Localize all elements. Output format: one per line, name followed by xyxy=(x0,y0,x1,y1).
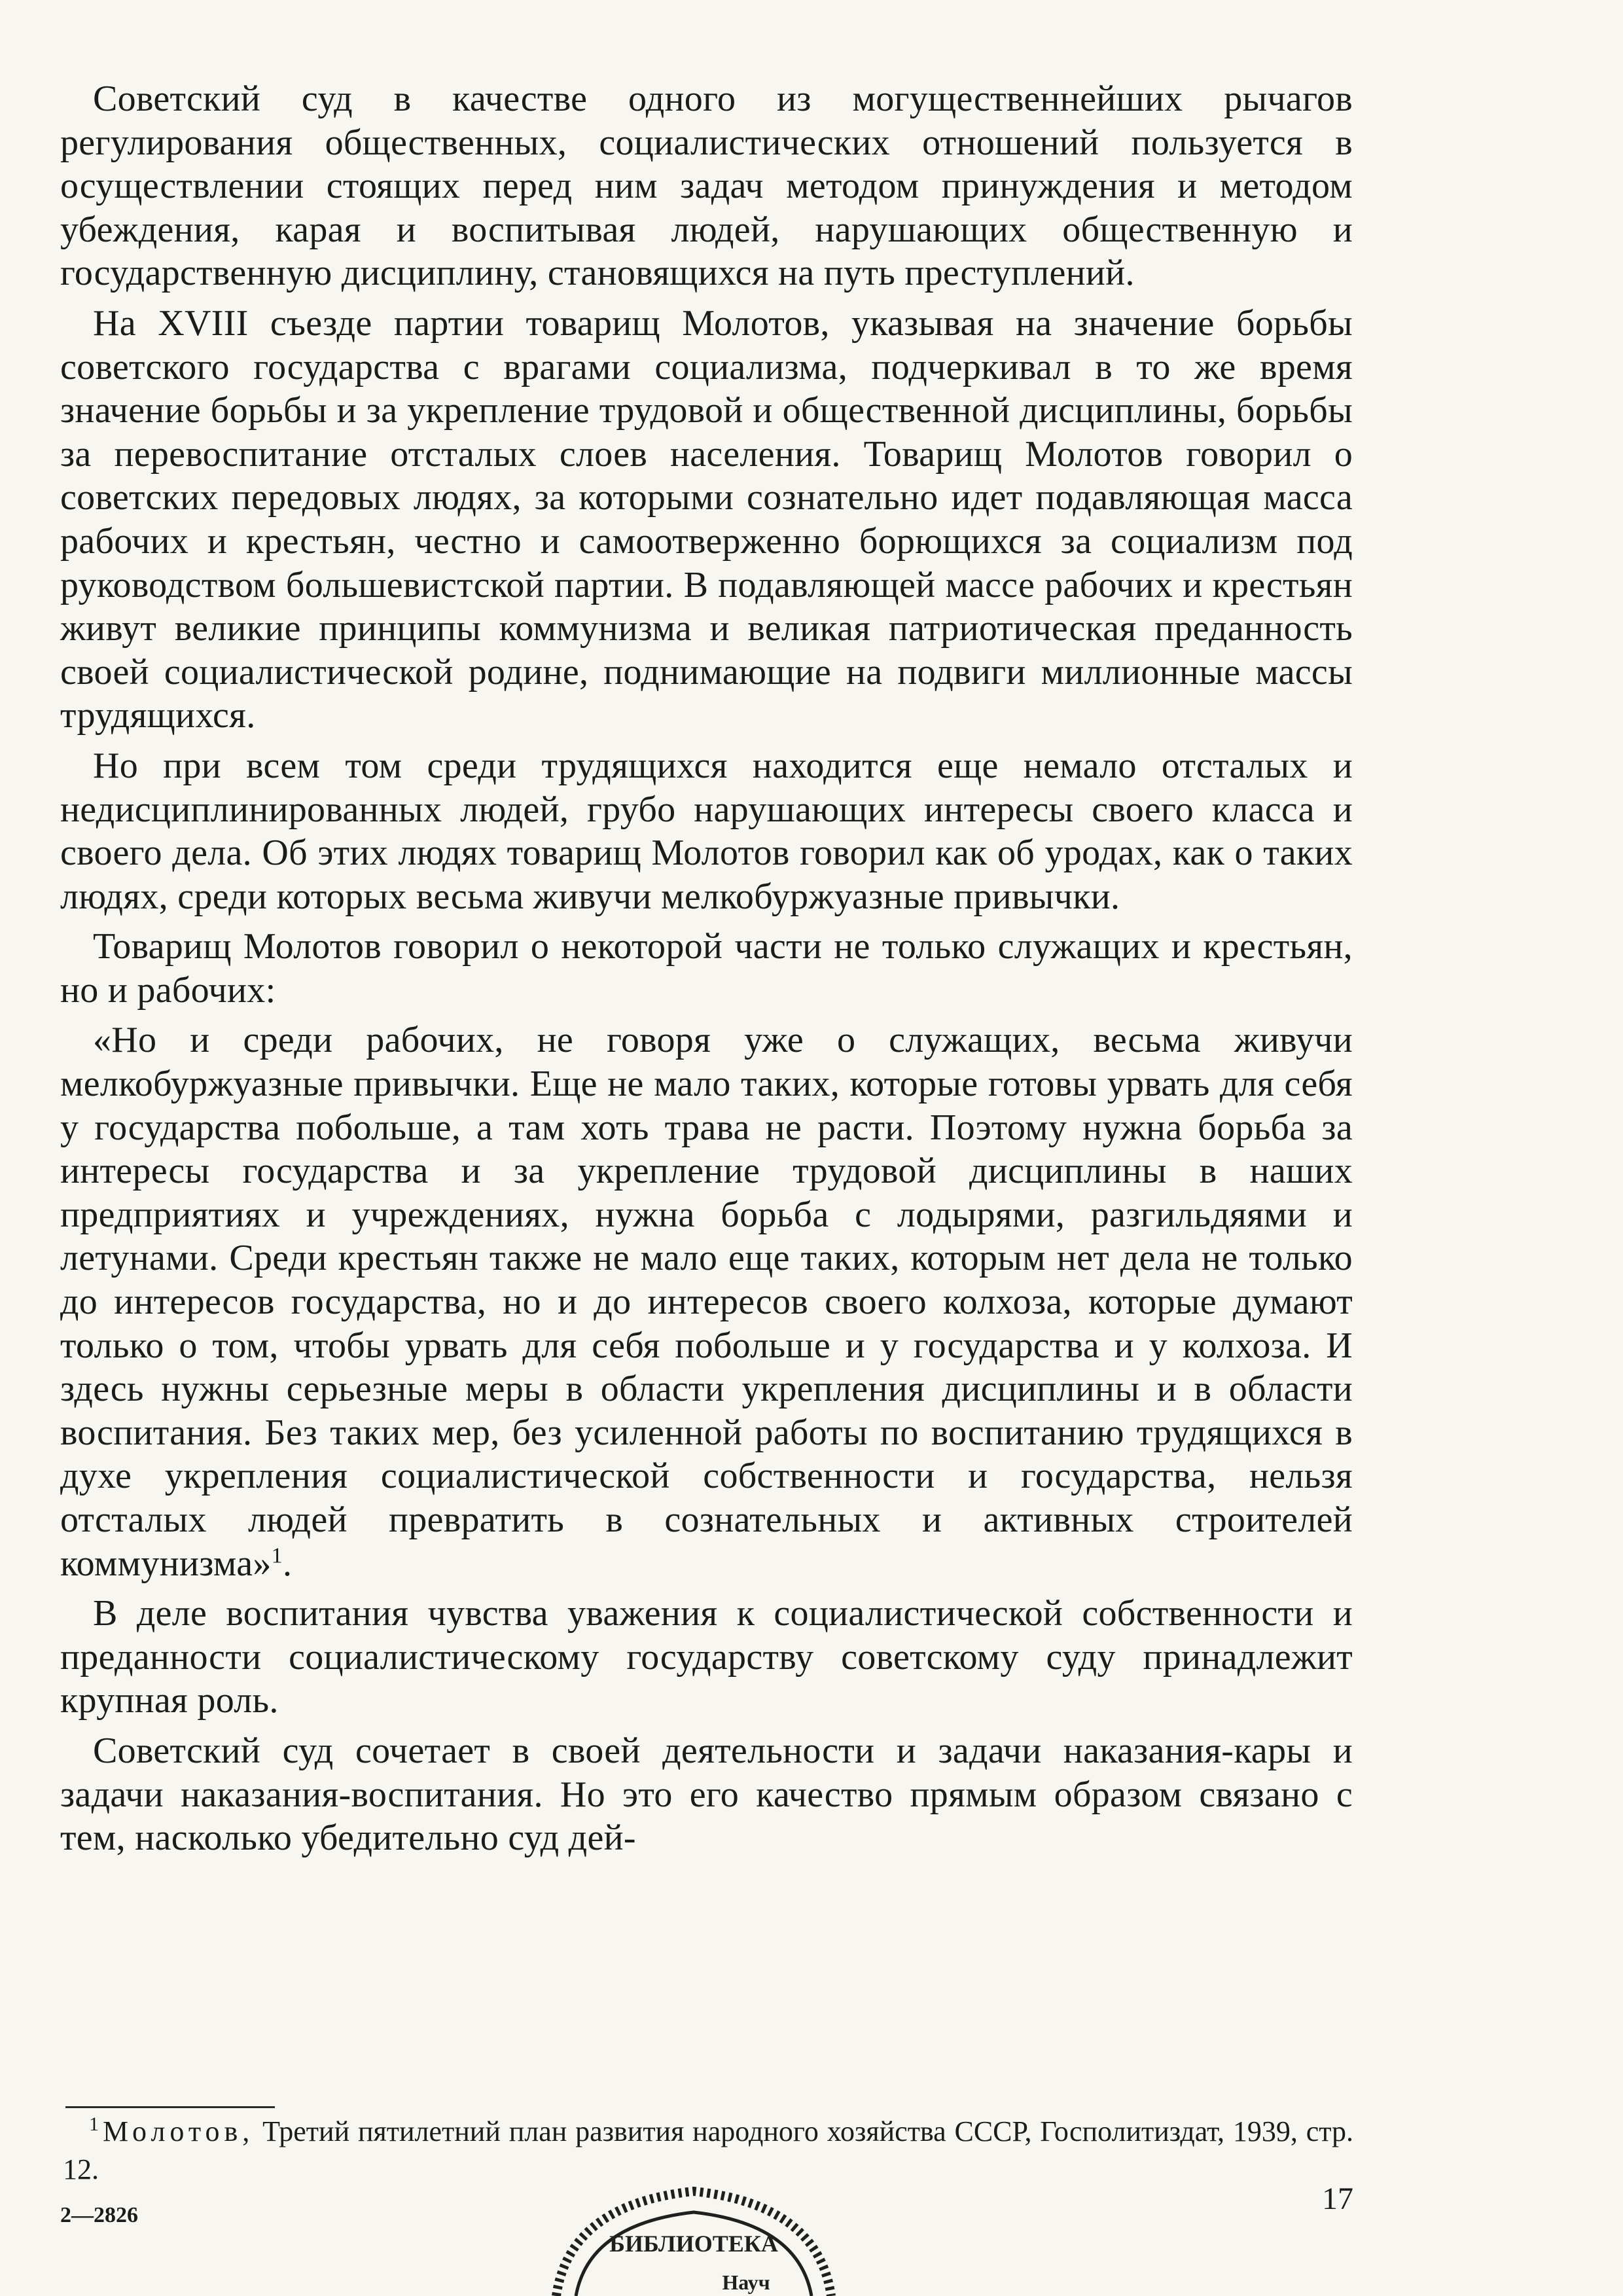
page-number: 17 xyxy=(1322,2181,1353,2216)
library-stamp-image xyxy=(530,2165,857,2296)
stamp-line-2: Науч xyxy=(722,2270,770,2294)
quotation-text: «Но и среди рабочих, не говоря уже о служащих, весьма живучи мелкобуржуазные привычки. Еще не мало таких, которые готовы урвать для себя у государства побольше, а там хоть трава не расти. Поэтому нужна борьба за интересы государства и за укрепление трудовой дисциплины в наших предприятиях и учреждениях, нужна борьба с лодырями, разгильдяями и летунами. Среди крестьян также не мало еще таких, которым нет дела не только до интересов государства, но и до интересов своего колхоза, которые думают только о том, чтобы урвать для себя побольше и у государства и у колхоза. И здесь нужны серьезные меры в области укрепления дисциплины и в области воспитания. Без таких мер, без усиленной работы по воспитанию трудящихся в духе укрепления социалистической собственности и государства, нельзя отсталых людей превратить в сознательных и активных строителей коммунизма» xyxy=(60,1020,1353,1584)
paragraph-5: В деле воспитания чувства уважения к социалистической собственности и преданности социалистическому государству советскому суду принадлежит крупная роль. xyxy=(60,1593,1353,1721)
footnote-author: Молотов, xyxy=(103,2115,255,2147)
printer-signature-mark: 2—2826 xyxy=(60,2203,138,2227)
paragraph-6: Советский суд сочетает в своей деятельности и задачи наказания-кары и задачи наказания-воспитания. Но это его качество прямым образом связано с тем, насколько убедительно суд дей- xyxy=(60,1730,1353,1859)
main-text xyxy=(60,77,1353,1860)
quotation-end: . xyxy=(282,1543,293,1584)
footnote-mark: 1 xyxy=(89,2113,99,2136)
footnote-text: Третий пятилетний план развития народного хозяйства СССР, Госполитиздат, 1939, стр. 12. xyxy=(63,2115,1353,2185)
footnote-divider xyxy=(65,2106,275,2108)
quotation xyxy=(60,1018,1353,1585)
footnote-reference: 1 xyxy=(271,1543,283,1568)
stamp-line-1: БИБЛИОТЕКА xyxy=(609,2231,778,2257)
paragraph-4: Товарищ Молотов говорил о некоторой части не только служащих и крестьян, но и рабочих: xyxy=(60,926,1353,1011)
paragraph-3: Но при всем том среди трудящихся находится еще немало отсталых и недисциплинированных людей, грубо нарушающих интересы своего класса и своего дела. Об этих людях товарищ Молотов говорил как об уродах, как о таких людях, среди которых весьма живучи мелкобуржуазные привычки. xyxy=(60,745,1353,917)
paragraph-1: Советский суд в качестве одного из могущественнейших рычагов регулирования общественных, социалистических отношений пользуется в осуществлении стоящих перед ним задач методом принуждения и методом убеждения, карая и воспитывая людей, нарушающих общественную и государственную дисциплину, становящихся на путь преступлений. xyxy=(60,79,1353,294)
paragraph-2: На XVIII съезде партии товарищ Молотов, указывая на значение борьбы советского государства с врагами социализма, подчеркивал в то же время значение борьбы и за укрепление трудовой и общественной дисциплины, борьбы за перевоспитание отсталых слоев населения. Товарищ Молотов говорил о советских передовых людях, за которыми сознательно идет подавляющая масса рабочих и крестьян, честно и самоотверженно борющихся за социализм под руководством большевистской партии. В подавляющей массе рабочих и крестьян живут великие принципы коммунизма и великая патриотическая преданность своей социалистической родине, поднимающие на подвиги миллионные массы трудящихся. xyxy=(60,302,1353,736)
